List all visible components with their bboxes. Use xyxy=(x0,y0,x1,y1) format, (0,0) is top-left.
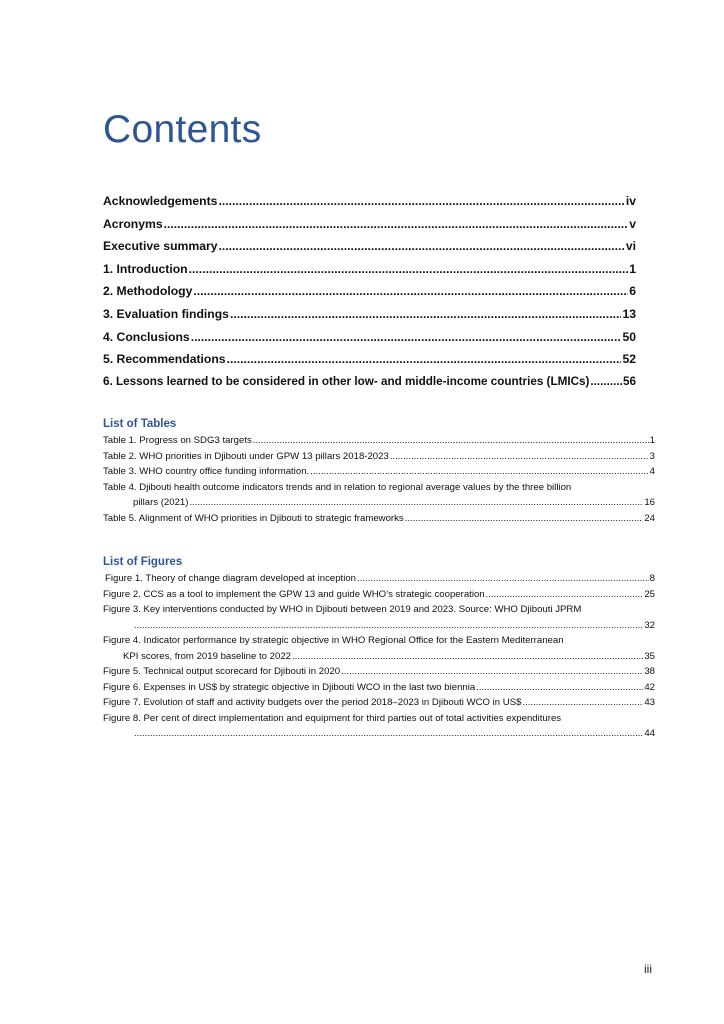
toc-page: 1 xyxy=(629,261,636,276)
figure-entry[interactable] xyxy=(103,695,655,711)
leader-dots xyxy=(189,258,629,281)
page-number: iii xyxy=(644,962,652,976)
leader-dots xyxy=(522,695,643,711)
toc-page: 50 xyxy=(622,329,636,344)
toc-label: 6. Lessons learned to be considered in other low- and middle-income countries (LMICs) xyxy=(103,374,590,388)
toc-entry-acknowledgements[interactable] xyxy=(103,190,636,213)
toc-page: iv xyxy=(625,194,636,208)
leader-dots xyxy=(227,348,622,371)
leader-dots xyxy=(134,726,643,742)
toc-label: Acronyms xyxy=(103,216,163,231)
entry-text: Figure 7. Evolution of staff and activity budgets over the period 2018–2023 in Djibouti WCO in US$ xyxy=(103,697,522,708)
leader-dots xyxy=(357,571,649,587)
figure-entry[interactable] xyxy=(103,664,655,680)
figure-entry[interactable] xyxy=(103,587,655,603)
entry-page: 25 xyxy=(644,588,655,600)
table-entry[interactable] xyxy=(103,433,655,449)
page-title: Contents xyxy=(103,108,262,151)
entry-page: 1 xyxy=(649,435,655,446)
toc-entry-acronyms[interactable] xyxy=(103,213,636,236)
leader-dots xyxy=(476,680,643,696)
list-of-figures-heading: List of Figures xyxy=(103,556,183,568)
table-entry[interactable] xyxy=(103,449,655,465)
leader-dots xyxy=(486,587,644,603)
leader-dots xyxy=(292,649,643,665)
entry-text-continued: pillars (2021) xyxy=(133,497,189,508)
toc-label: 3. Evaluation findings xyxy=(103,306,229,321)
entry-text: Figure 4. Indicator performance by strategic objective in WHO Regional Office for the Eastern Mediterranean xyxy=(103,635,564,646)
toc-entry-evaluation-findings[interactable] xyxy=(103,303,636,326)
leader-dots xyxy=(590,371,622,394)
entry-text: Figure 3. Key interventions conducted by WHO in Djibouti between 2019 and 2023. Source: WHO Djibouti JPRM xyxy=(103,604,582,615)
figure-entry[interactable] xyxy=(103,680,655,696)
toc-label: Acknowledgements xyxy=(103,194,218,208)
entry-text: Figure 8. Per cent of direct implementation and equipment for third parties out of total activities expenditures xyxy=(103,712,562,724)
entry-text: Figure 6. Expenses in US$ by strategic objective in Djibouti WCO in the last two biennia xyxy=(103,681,476,693)
toc-page: 6 xyxy=(629,284,636,299)
leader-dots xyxy=(405,511,644,527)
entry-text-continued: KPI scores, from 2019 baseline to 2022 xyxy=(123,650,291,662)
toc-page: 56 xyxy=(622,374,636,388)
leader-dots xyxy=(134,618,643,634)
leader-dots xyxy=(193,280,628,303)
leader-dots xyxy=(341,664,643,680)
entry-page: 4 xyxy=(649,466,655,477)
table-entry[interactable] xyxy=(103,464,655,480)
table-entry[interactable] xyxy=(103,480,655,511)
list-of-tables xyxy=(103,433,655,526)
entry-page: 38 xyxy=(644,666,655,677)
toc-page: vi xyxy=(625,239,636,254)
entry-page: 32 xyxy=(644,619,655,631)
toc-label: 2. Methodology xyxy=(103,284,193,299)
leader-dots xyxy=(253,433,649,449)
leader-dots xyxy=(310,464,648,480)
entry-page: 8 xyxy=(649,573,655,584)
entry-text: Table 1. Progress on SDG3 targets xyxy=(103,435,252,446)
toc-label: Executive summary xyxy=(103,239,218,254)
entry-text: Table 3. WHO country office funding information. xyxy=(103,466,310,477)
toc-entry-executive-summary[interactable] xyxy=(103,235,636,258)
entry-page: 35 xyxy=(644,650,655,662)
leader-dots xyxy=(218,190,624,213)
entry-text: Table 4. Djibouti health outcome indicators trends and in relation to regional average values by the three billion xyxy=(103,481,572,493)
toc-label: 4. Conclusions xyxy=(103,329,190,344)
leader-dots xyxy=(164,213,629,236)
toc-label: 5. Recommendations xyxy=(103,352,226,367)
toc-entry-recommendations[interactable] xyxy=(103,348,636,371)
entry-text: Figure 2. CCS as a tool to implement the GPW 13 and guide WHO’s strategic cooperation xyxy=(103,588,485,600)
entry-text: Figure 1. Theory of change diagram developed at inception xyxy=(105,573,357,584)
entry-page: 16 xyxy=(644,497,655,508)
list-of-figures xyxy=(103,571,655,742)
toc-page: 13 xyxy=(622,306,636,321)
table-entry[interactable] xyxy=(103,511,655,527)
toc-label: 1. Introduction xyxy=(103,261,188,276)
figure-entry[interactable] xyxy=(103,633,655,664)
entry-text: Figure 5. Technical output scorecard for Djibouti in 2020 xyxy=(103,666,341,677)
leader-dots xyxy=(390,449,649,465)
leader-dots xyxy=(219,235,625,258)
entry-text: Table 2. WHO priorities in Djibouti under GPW 13 pillars 2018-2023 xyxy=(103,450,389,462)
toc-main xyxy=(103,190,636,393)
entry-page: 3 xyxy=(649,450,655,462)
entry-page: 24 xyxy=(644,512,655,524)
entry-page: 42 xyxy=(644,681,655,693)
toc-entry-introduction[interactable] xyxy=(103,258,636,281)
toc-page: v xyxy=(629,216,636,231)
leader-dots xyxy=(191,326,622,349)
list-of-tables-heading: List of Tables xyxy=(103,418,177,430)
leader-dots xyxy=(189,495,643,511)
entry-text: Table 5. Alignment of WHO priorities in Djibouti to strategic frameworks xyxy=(103,512,404,524)
toc-entry-lessons-learned[interactable] xyxy=(103,371,636,394)
figure-entry[interactable] xyxy=(103,602,655,633)
figure-entry[interactable] xyxy=(103,571,655,587)
toc-page: 52 xyxy=(622,352,636,367)
entry-page: 43 xyxy=(644,697,655,708)
figure-entry[interactable] xyxy=(103,711,655,742)
toc-entry-conclusions[interactable] xyxy=(103,326,636,349)
toc-entry-methodology[interactable] xyxy=(103,280,636,303)
leader-dots xyxy=(230,303,621,326)
entry-page: 44 xyxy=(644,728,655,739)
